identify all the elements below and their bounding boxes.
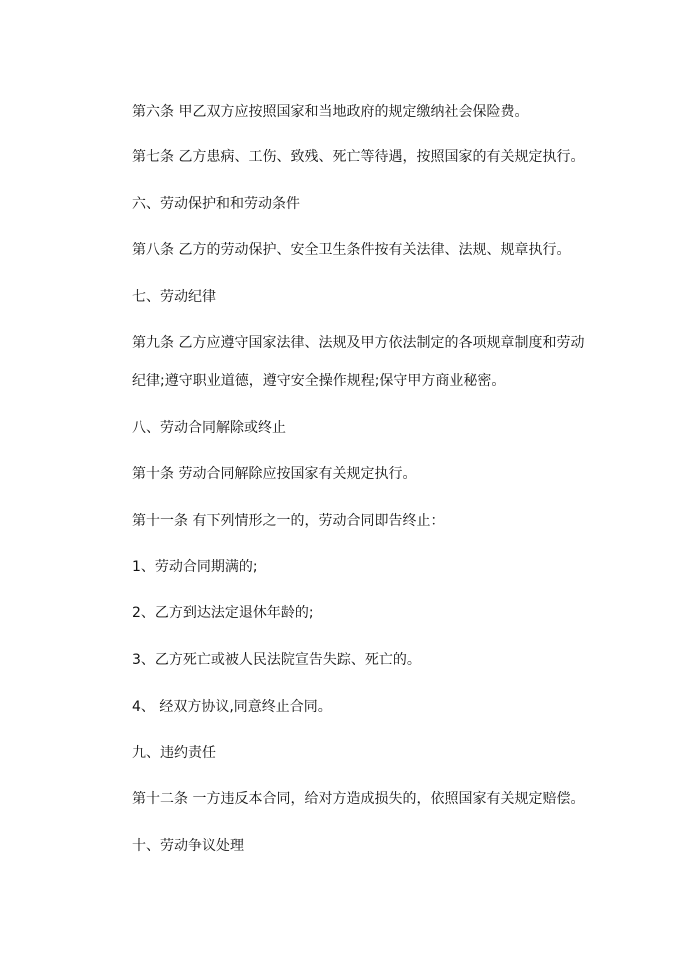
- article-12: 第十二条 一方违反本合同，给对方造成损失的，依照国家有关规定赔偿。: [132, 791, 585, 807]
- list-item-1: 1、劳动合同期满的;: [132, 559, 258, 575]
- article-9-line-1: 第九条 乙方应遵守国家法律、法规及甲方依法制定的各项规章制度和劳动: [132, 335, 585, 351]
- section-heading-9: 九、违约责任: [132, 745, 216, 761]
- section-heading-6: 六、劳动保护和和劳动条件: [132, 196, 300, 212]
- article-10: 第十条 劳动合同解除应按国家有关规定执行。: [132, 466, 417, 482]
- article-9-line-2: 纪律;遵守职业道德，遵守安全操作规程;保守甲方商业秘密。: [132, 373, 506, 389]
- list-item-3: 3、乙方死亡或被人民法院宣告失踪、死亡的。: [132, 652, 421, 668]
- article-7: 第七条 乙方患病、工伤、致残、死亡等待遇，按照国家的有关规定执行。: [132, 149, 585, 165]
- article-11: 第十一条 有下列情形之一的，劳动合同即告终止：: [132, 513, 445, 529]
- section-heading-10: 十、劳动争议处理: [132, 838, 244, 854]
- list-item-2: 2、乙方到达法定退休年龄的;: [132, 605, 314, 621]
- section-heading-7: 七、劳动纪律: [132, 289, 216, 305]
- article-6: 第六条 甲乙双方应按照国家和当地政府的规定缴纳社会保险费。: [132, 104, 529, 120]
- section-heading-8: 八、劳动合同解除或终止: [132, 420, 286, 436]
- article-8: 第八条 乙方的劳动保护、安全卫生条件按有关法律、法规、规章执行。: [132, 242, 571, 258]
- list-item-4: 4、 经双方协议,同意终止合同。: [132, 699, 332, 715]
